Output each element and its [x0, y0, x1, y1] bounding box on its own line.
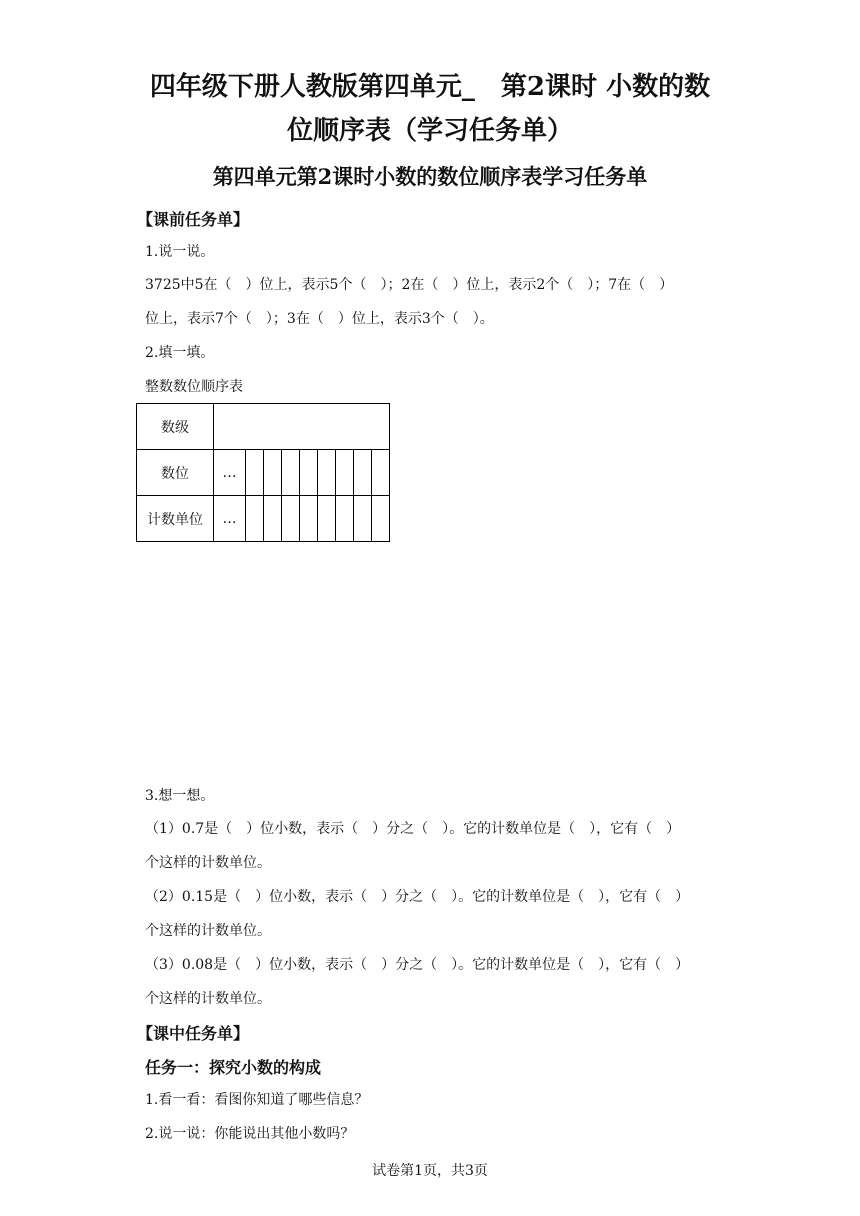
table-row-place: [137, 450, 390, 496]
in-class-heading: 【课中任务单】: [137, 1024, 250, 1043]
blank-cell: [336, 496, 354, 542]
blank-cell: [264, 450, 282, 496]
document-subtitle: 第四单元第2课时小数的数位顺序表学习任务单: [212, 164, 648, 189]
ellipsis-cell: …: [214, 496, 246, 542]
level-fill-cell: [214, 404, 390, 450]
question-3-1-line-1: （1）0.7是（ ）位小数，表示（ ）分之（ ）。它的计数单位是（ ），它有（ ）: [145, 821, 681, 837]
blank-cell: [318, 450, 336, 496]
task-question-1: 1.看一看：看图你知道了哪些信息？: [145, 1092, 369, 1108]
question-1-title: 1.说一说。: [145, 244, 215, 260]
blank-cell: [336, 450, 354, 496]
task-one-heading: 任务一：探究小数的构成: [145, 1058, 322, 1077]
blank-cell: [282, 496, 300, 542]
question-3-1-line-2: 个这样的计数单位。: [145, 855, 271, 871]
question-3-title: 3.想一想。: [145, 788, 215, 804]
task-question-2: 2.说一说：你能说出其他小数吗？: [145, 1126, 355, 1142]
blank-cell: [264, 496, 282, 542]
blank-cell: [354, 450, 372, 496]
table-caption: 整数数位顺序表: [145, 379, 243, 395]
question-2-title: 2.填一填。: [145, 345, 215, 361]
blank-cell: [300, 450, 318, 496]
integer-place-value-table: [136, 403, 390, 542]
question-1-line-1: 3725中5在（ ）位上，表示5个（ ）；2在（ ）位上，表示2个（ ）；7在（ ）: [145, 277, 674, 293]
question-3-3-line-1: （3）0.08是（ ）位小数，表示（ ）分之（ ）。它的计数单位是（ ），它有（ ）: [145, 957, 690, 973]
blank-cell: [300, 496, 318, 542]
blank-cell: [372, 450, 390, 496]
row-label-level: 数级: [137, 404, 214, 450]
row-label-unit: 计数单位: [137, 496, 214, 542]
table-row-level: [137, 404, 390, 450]
question-1-line-2: 位上，表示7个（ ）；3在（ ）位上，表示3个（ ）。: [145, 311, 494, 327]
blank-cell: [354, 496, 372, 542]
blank-cell: [246, 496, 264, 542]
blank-cell: [318, 496, 336, 542]
question-3-3-line-2: 个这样的计数单位。: [145, 991, 271, 1007]
page-footer: 试卷第1页，共3页: [372, 1163, 488, 1179]
document-title-line-2: 位顺序表（学习任务单）: [286, 116, 573, 146]
question-3-2-line-1: （2）0.15是（ ）位小数，表示（ ）分之（ ）。它的计数单位是（ ），它有（ ）: [145, 889, 690, 905]
pre-class-heading: 【课前任务单】: [137, 210, 250, 229]
blank-cell: [246, 450, 264, 496]
blank-cell: [372, 496, 390, 542]
blank-cell: [282, 450, 300, 496]
document-title-line-1: 四年级下册人教版第四单元_ 第2课时 小数的数: [149, 72, 711, 102]
row-label-place: 数位: [137, 450, 214, 496]
question-3-2-line-2: 个这样的计数单位。: [145, 923, 271, 939]
table-row-unit: [137, 496, 390, 542]
ellipsis-cell: …: [214, 450, 246, 496]
